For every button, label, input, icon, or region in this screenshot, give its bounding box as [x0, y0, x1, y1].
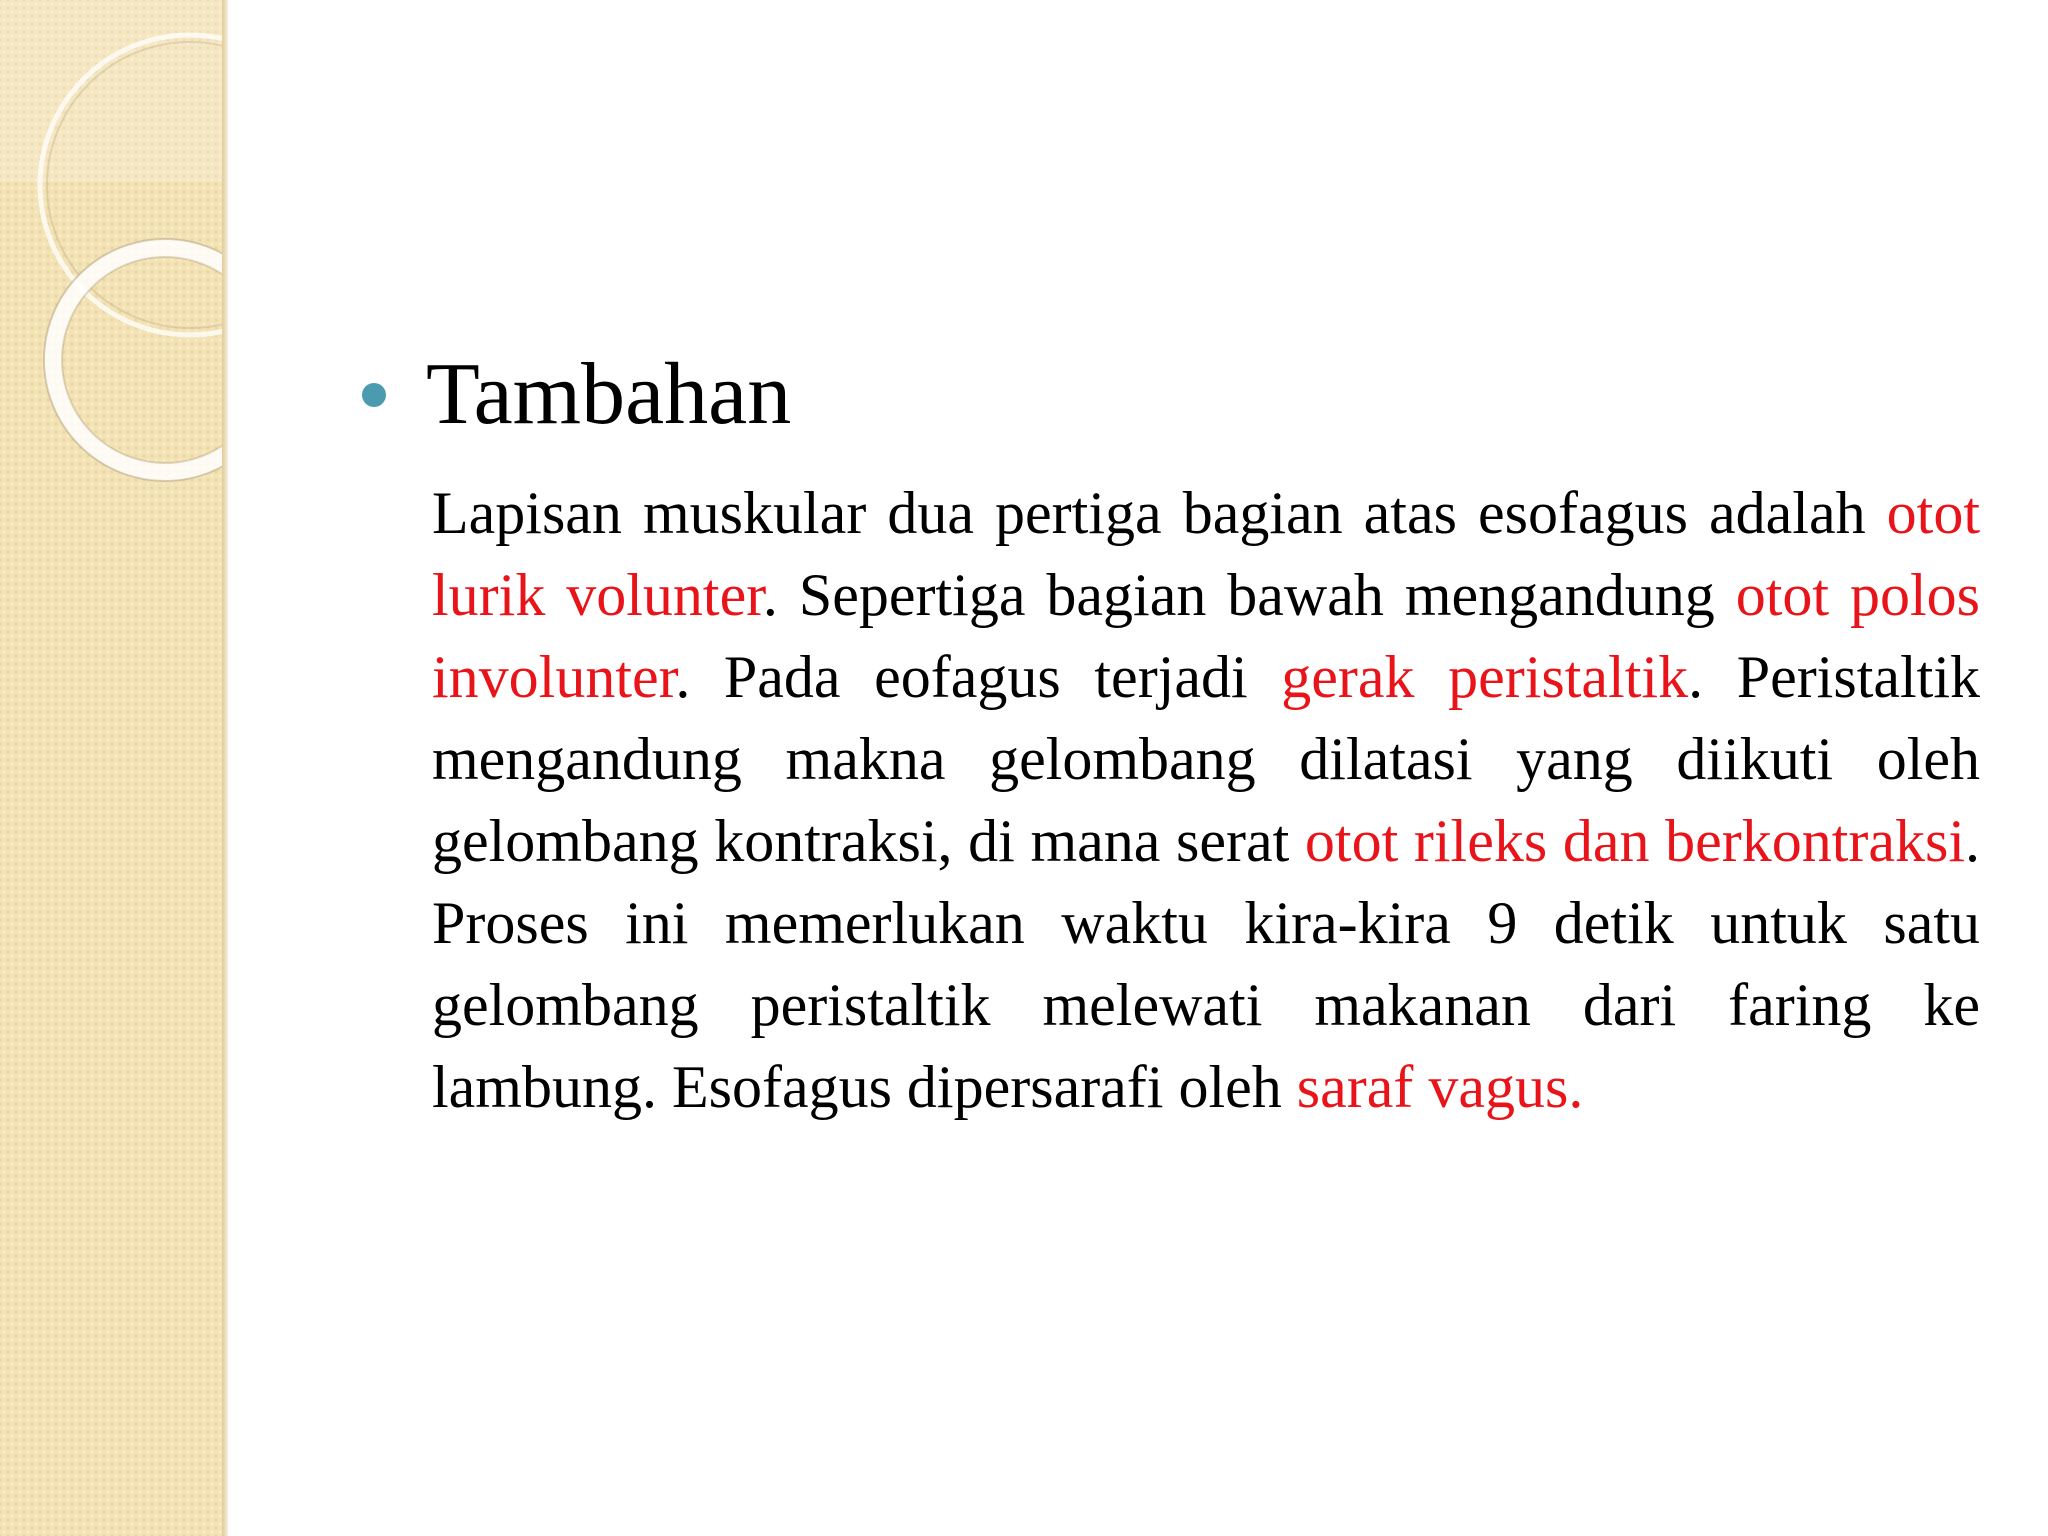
paragraph-segment: Lapisan muskular dua pertiga bagian atas esofagus adalah: [432, 480, 1887, 546]
highlighted-term: gerak peristaltik: [1281, 644, 1689, 710]
paragraph-segment: . Pada eofagus terjadi: [675, 644, 1282, 710]
bullet-icon: [362, 383, 386, 407]
decorative-rings: [0, 0, 226, 560]
slide-heading: Tambahan: [426, 346, 792, 443]
decorative-sidebar: [0, 0, 226, 1536]
highlighted-term: otot rileks dan berkontraksi: [1304, 808, 1965, 874]
paragraph-segment: . Sepertiga bagian bawah mengandung: [762, 562, 1736, 628]
highlighted-term: saraf vagus.: [1296, 1054, 1584, 1120]
body-paragraph: [432, 472, 1980, 1128]
highlighted-term: otot lurik volunter: [432, 480, 1980, 628]
slide-content: [360, 340, 1980, 1188]
heading-row: [360, 340, 1980, 450]
highlighted-term: otot polos involunter: [432, 562, 1981, 710]
paragraph-segment: . Proses ini memerlukan waktu kira-kira 9 detik untuk satu gelombang peristaltik melewati makanan dari faring ke lambung. Esofagus dipersarafi oleh: [432, 808, 1980, 1120]
paragraph-segment: . Peristaltik mengandung makna gelombang dilatasi yang diikuti oleh gelombang kontraksi, di mana serat: [432, 644, 1981, 874]
sidebar-edge: [222, 0, 228, 1536]
